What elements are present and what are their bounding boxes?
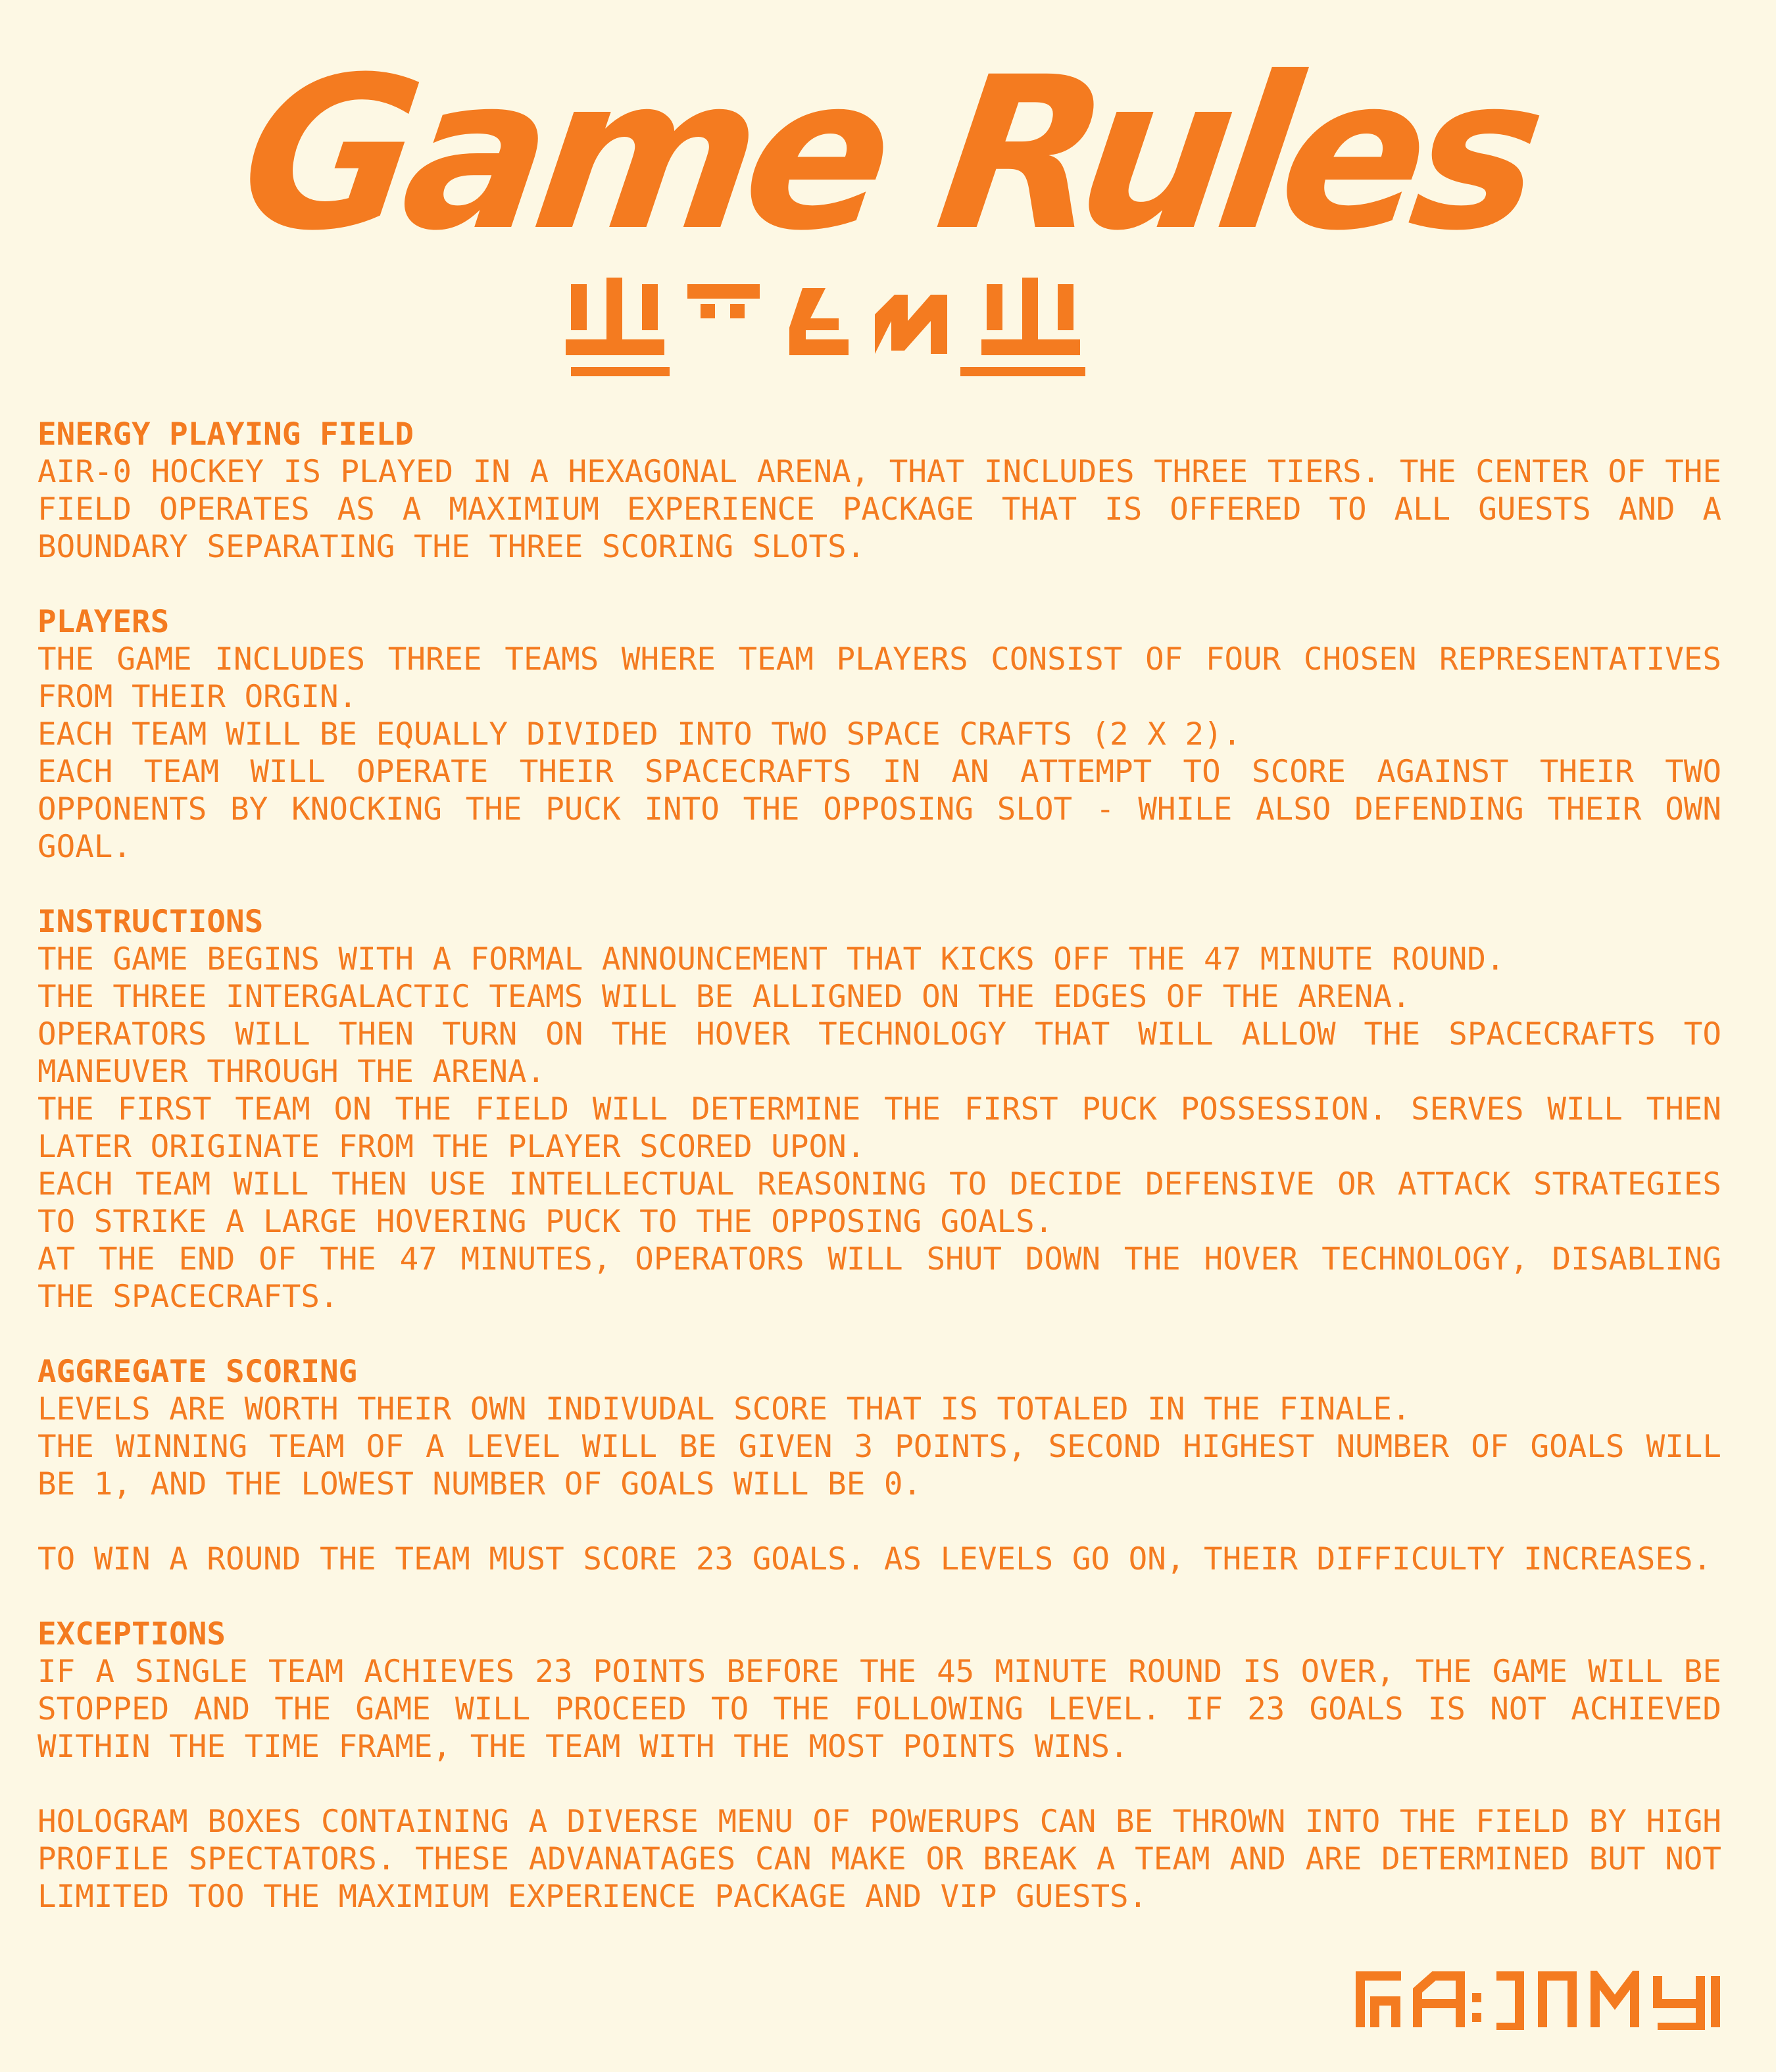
section-players xyxy=(37,603,1721,866)
rule-text: EACH TEAM WILL OPERATE THEIR SPACECRAFTS IN AN ATTEMPT TO SCORE AGAINST THEIR TWO OPPONENTS BY KNOCKING THE PUCK INTO THE OPPOSING SLOT - WHILE ALSO DEFENDING THEIR OWN GOAL. xyxy=(37,754,1721,865)
section-heading: PLAYERS xyxy=(37,604,170,640)
rule-text: THE FIRST TEAM ON THE FIELD WILL DETERMINE THE FIRST PUCK POSSESSION. SERVES WILL THEN LATER ORIGINATE FROM THE PLAYER SCORED UPON. xyxy=(37,1091,1721,1165)
rule-text: OPERATORS WILL THEN TURN ON THE HOVER TECHNOLOGY THAT WILL ALLOW THE SPACECRAFTS TO MANEUVER THROUGH THE ARENA. xyxy=(37,1016,1721,1090)
section-heading: EXCEPTIONS xyxy=(37,1616,226,1652)
rule-text: IF A SINGLE TEAM ACHIEVES 23 POINTS BEFORE THE 45 MINUTE ROUND IS OVER, THE GAME WILL BE STOPPED AND THE GAME WILL PROCEED TO THE FOLLOWING LEVEL. IF 23 GOALS IS NOT ACHIEVED WITHIN THE TIME FRAME, THE TEAM WITH THE MOST POINTS WINS. xyxy=(37,1654,1721,1765)
rule-text: THE WINNING TEAM OF A LEVEL WILL BE GIVEN 3 POINTS, SECOND HIGHEST NUMBER OF GOALS WILL BE 1, AND THE LOWEST NUMBER OF GOALS WILL BE 0. xyxy=(37,1429,1721,1502)
alien-script-glyphs-icon xyxy=(566,275,1092,380)
section-exceptions xyxy=(37,1616,1721,1915)
rules-content xyxy=(37,416,1721,1953)
rule-text: THE GAME BEGINS WITH A FORMAL ANNOUNCEMENT THAT KICKS OFF THE 47 MINUTE ROUND. xyxy=(37,941,1505,977)
section-energy-playing-field xyxy=(37,416,1721,566)
rule-text: EACH TEAM WILL BE EQUALLY DIVIDED INTO TWO SPACE CRAFTS (2 X 2). xyxy=(37,716,1242,752)
rule-text: THE THREE INTERGALACTIC TEAMS WILL BE ALLIGNED ON THE EDGES OF THE ARENA. xyxy=(37,979,1411,1015)
section-heading: ENERGY PLAYING FIELD xyxy=(37,416,414,453)
rule-text: AT THE END OF THE 47 MINUTES, OPERATORS WILL SHUT DOWN THE HOVER TECHNOLOGY, DISABLING THE SPACECRAFTS. xyxy=(37,1241,1721,1315)
section-heading: AGGREGATE SCORING xyxy=(37,1354,358,1390)
page-title: Game Rules xyxy=(228,32,1548,277)
section-aggregate-scoring xyxy=(37,1353,1721,1578)
section-heading: INSTRUCTIONS xyxy=(37,904,264,940)
rule-text: LEVELS ARE WORTH THEIR OWN INDIVUDAL SCORE THAT IS TOTALED IN THE FINALE. xyxy=(37,1391,1411,1427)
galaxy-logo-icon xyxy=(1355,1971,1730,2030)
rule-text: TO WIN A ROUND THE TEAM MUST SCORE 23 GOALS. AS LEVELS GO ON, THEIR DIFFICULTY INCREASES. xyxy=(37,1541,1712,1577)
rule-text: EACH TEAM WILL THEN USE INTELLECTUAL REASONING TO DECIDE DEFENSIVE OR ATTACK STRATEGIES TO STRIKE A LARGE HOVERING PUCK TO THE OPPOSING GOALS. xyxy=(37,1166,1721,1240)
section-instructions xyxy=(37,903,1721,1316)
rule-text: HOLOGRAM BOXES CONTAINING A DIVERSE MENU OF POWERUPS CAN BE THROWN INTO THE FIELD BY HIGH PROFILE SPECTATORS. THESE ADVANATAGES CAN MAKE OR BREAK A TEAM AND ARE DETERMINED BUT NOT LIMITED TOO THE MAXIMIUM EXPERIENCE PACKAGE AND VIP GUESTS. xyxy=(37,1804,1721,1915)
rule-text: AIR-0 HOCKEY IS PLAYED IN A HEXAGONAL ARENA, THAT INCLUDES THREE TIERS. THE CENTER OF THE FIELD OPERATES AS A MAXIMIUM EXPERIENCE PACKAGE THAT IS OFFERED TO ALL GUESTS AND A BOUNDARY SEPARATING THE THREE SCORING SLOTS. xyxy=(37,454,1721,565)
rule-text: THE GAME INCLUDES THREE TEAMS WHERE TEAM PLAYERS CONSIST OF FOUR CHOSEN REPRESENTATIVES FROM THEIR ORGIN. xyxy=(37,641,1721,715)
